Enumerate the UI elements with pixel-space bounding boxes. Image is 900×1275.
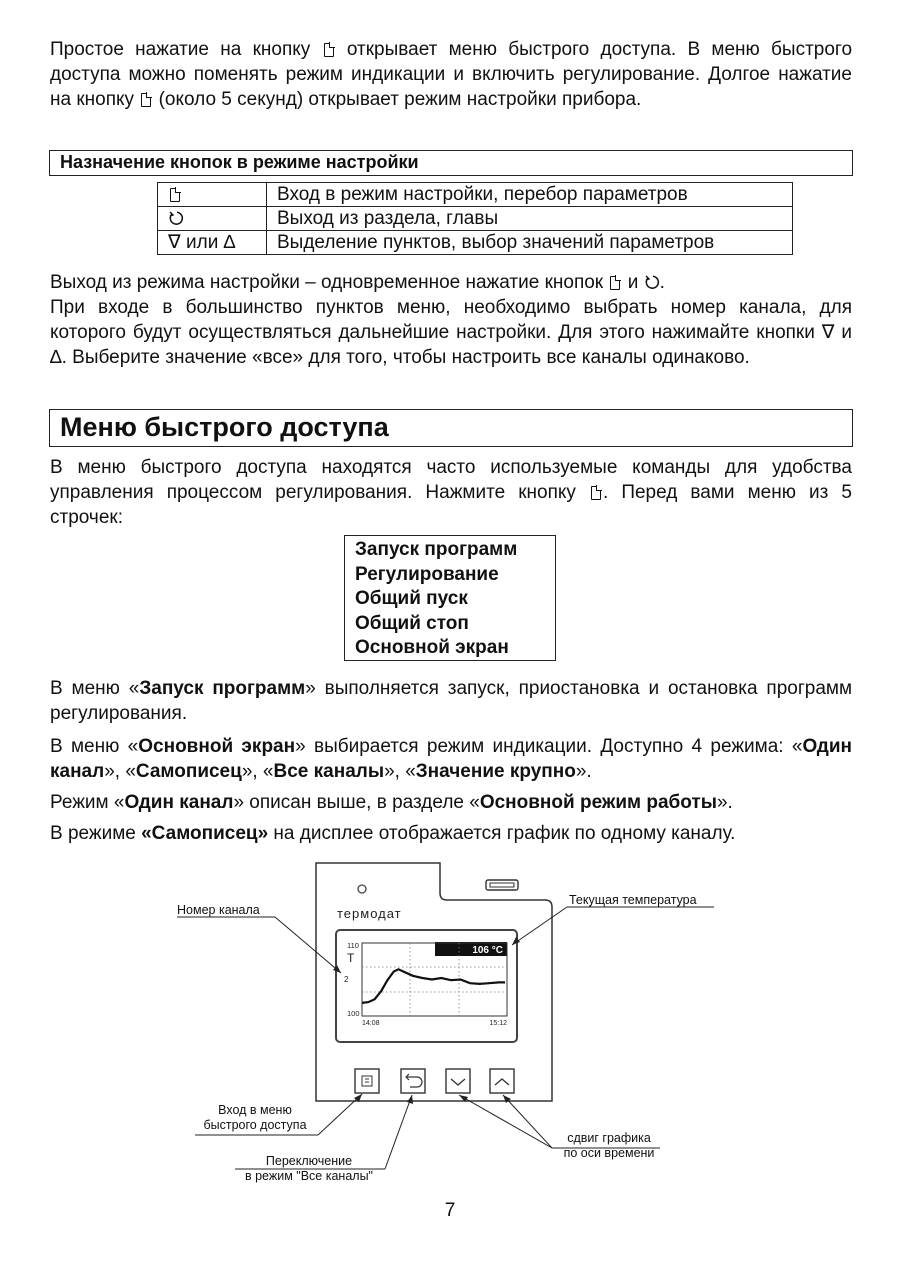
temp-readout: 106 °C <box>472 945 503 956</box>
launch-paragraph <box>50 676 852 726</box>
key-cell <box>158 183 267 207</box>
y-min-label: 100 <box>347 1009 360 1018</box>
time-end-label: 15:12 <box>489 1020 507 1027</box>
channel-paragraph: При входе в большинство пунктов меню, необходимо выбрать номер канала, для которого будут осуществляться дальнейшие настройки. Для этого нажимайте кнопки ∇ и ∆. Выберите значение «все» для того, чтобы настроить все каналы одинаково. <box>50 297 852 368</box>
callout-line <box>503 1095 552 1148</box>
key-cell: ∇ или ∆ <box>158 231 267 255</box>
intro-text-1: Простое нажатие на кнопку <box>50 39 311 60</box>
label-line: сдвиг графика <box>567 1131 651 1145</box>
main-screen-paragraph <box>50 734 852 784</box>
bold-text: Один канал <box>50 736 852 782</box>
bold-text: Значение крупно <box>415 761 576 782</box>
text: », « <box>384 761 416 782</box>
channel-number: 2 <box>344 975 349 984</box>
bold-text: Самописец <box>135 761 242 782</box>
button-table <box>157 182 793 255</box>
brand-label: термодат <box>337 906 402 921</box>
return-button[interactable] <box>401 1069 425 1093</box>
bold-text: «Самописец» <box>141 823 269 844</box>
up-button-frame[interactable] <box>490 1069 514 1093</box>
bold-text: Все каналы <box>273 761 385 782</box>
menu-item-control: Регулирование <box>355 563 499 585</box>
return-arrow-icon <box>168 210 184 226</box>
usb-slot-inner <box>490 883 514 887</box>
exit-text-2: и <box>627 272 639 293</box>
intro-text-3: (около 5 секунд) открывает режим настройки прибора. <box>158 89 642 110</box>
quick-menu-text-1: В меню быстрого доступа находятся часто используемые команды для удобства управления процессом регулирования. Нажмите кнопку <box>50 457 852 503</box>
desc-cell: Выделение пунктов, выбор значений параметров <box>267 231 793 255</box>
text: Режим « <box>50 792 125 813</box>
menu-item-stop-all: Общий стоп <box>355 612 469 634</box>
text: » выбирается режим индикации. Доступно 4 режима: « <box>295 736 803 757</box>
y-max-label: 110 <box>347 941 359 950</box>
text: » выполняется запуск, приостановка и остановка программ регулирования. <box>50 678 853 724</box>
menu-item-main-screen: Основной экран <box>355 637 509 658</box>
settings-box-title: Назначение кнопок в режиме настройки <box>49 150 853 176</box>
return-arrow-icon <box>644 274 660 290</box>
menu-button[interactable] <box>355 1069 379 1093</box>
one-channel-paragraph <box>50 790 852 815</box>
up-button[interactable] <box>490 1069 514 1093</box>
text: В меню « <box>50 678 140 699</box>
label-switch-mode <box>234 1154 384 1184</box>
callout-line <box>459 1095 552 1148</box>
page-icon <box>324 43 334 57</box>
text: » описан выше, в разделе « <box>233 792 480 813</box>
text: », « <box>104 761 136 782</box>
menu-button-frame[interactable] <box>355 1069 379 1093</box>
device-figure <box>0 855 900 1195</box>
text: В меню « <box>50 736 139 757</box>
exit-paragraph <box>50 270 852 295</box>
label-channel-number: Номер канала <box>177 903 260 917</box>
bold-text: Основной экран <box>138 736 296 757</box>
usb-slot-icon <box>486 880 518 890</box>
page-icon <box>141 93 151 107</box>
desc-cell: Выход из раздела, главы <box>267 207 793 231</box>
menu-item-start-all: Общий пуск <box>355 588 468 609</box>
bold-text: Один канал <box>124 792 234 813</box>
exit-text-3: . <box>659 272 665 293</box>
text: на дисплее отображается график по одному каналу. <box>268 823 736 844</box>
key-cell <box>158 207 267 231</box>
quick-menu-list <box>344 535 556 661</box>
label-line: быстрого доступа <box>203 1118 307 1132</box>
quick-menu-heading: Меню быстрого доступа <box>49 409 853 447</box>
t-label: T <box>347 951 355 965</box>
page-number: 7 <box>444 1200 456 1221</box>
time-start-label: 14:08 <box>362 1020 380 1027</box>
text: ». <box>716 792 733 813</box>
quick-menu-text-2: . Перед вами меню из 5 строчек: <box>50 482 852 528</box>
quick-menu-paragraph <box>50 455 852 530</box>
text: ». <box>575 761 592 782</box>
callout-line <box>385 1095 412 1169</box>
intro-paragraph <box>50 37 852 112</box>
label-line: по оси времени <box>563 1146 655 1160</box>
recorder-paragraph <box>50 821 852 846</box>
label-line: Переключение <box>265 1154 353 1168</box>
intro-text-2: открывает меню быстрого доступа. В меню быстрого доступа можно поменять режим индикации и включить регулирование. Долгое нажатие на кнопку <box>50 39 853 110</box>
bold-text: Запуск программ <box>139 678 306 699</box>
page-icon <box>610 276 620 290</box>
page-icon <box>170 188 180 202</box>
label-quick-menu <box>195 1103 315 1133</box>
exit-text-1: Выход из режима настройки – одновременное нажатие кнопок <box>50 272 604 293</box>
bold-text: Основной режим работы <box>479 792 717 813</box>
down-button[interactable] <box>446 1069 470 1093</box>
page-icon <box>591 486 601 500</box>
label-line: Вход в меню <box>218 1103 292 1117</box>
text: В режиме <box>50 823 142 844</box>
text: », « <box>241 761 274 782</box>
down-button-frame[interactable] <box>446 1069 470 1093</box>
label-line: в режим "Все каналы" <box>244 1169 373 1183</box>
label-shift-graph <box>556 1131 662 1161</box>
label-current-temp: Текущая температура <box>569 893 697 907</box>
desc-cell: Вход в режим настройки, перебор параметров <box>267 183 793 207</box>
menu-item-launch: Запуск программ <box>355 539 518 560</box>
table-row <box>158 183 793 207</box>
table-row <box>158 207 793 231</box>
table-row <box>158 231 793 255</box>
